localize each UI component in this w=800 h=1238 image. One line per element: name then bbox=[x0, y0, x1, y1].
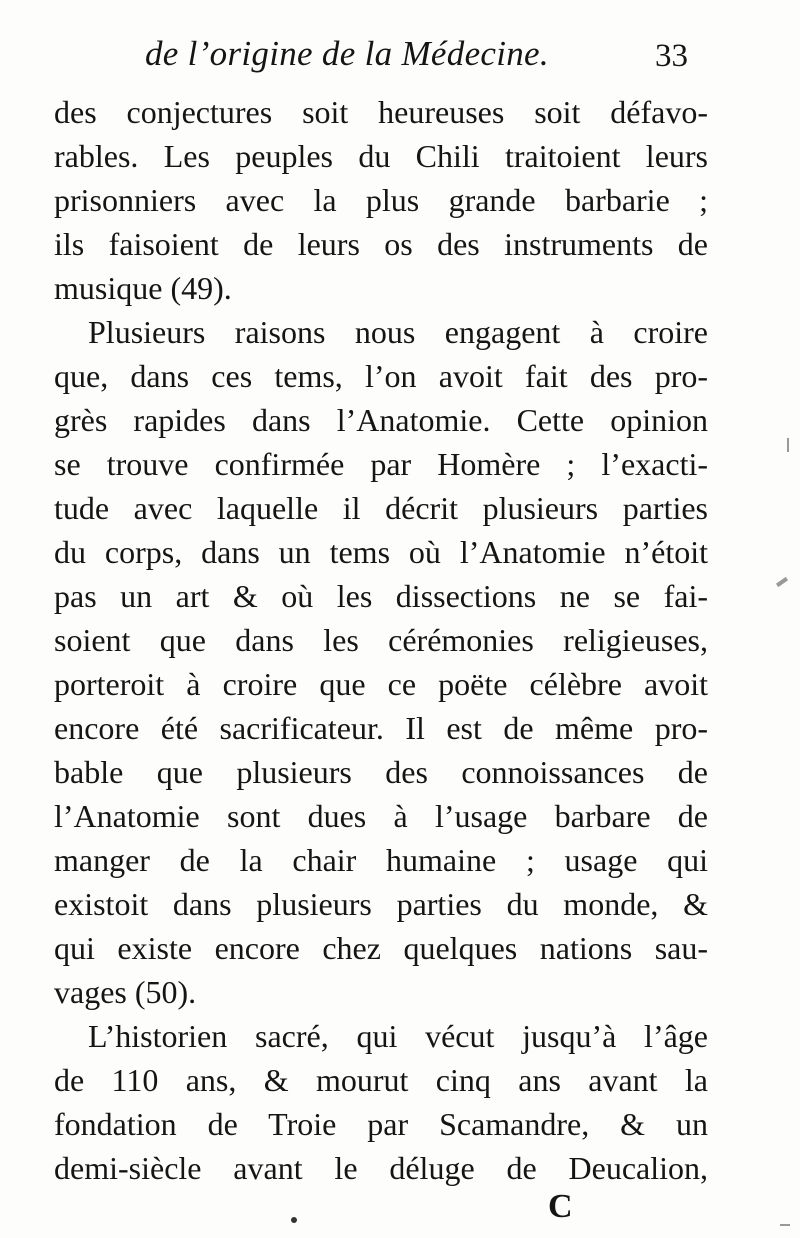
text-line: grès rapides dans l’Anatomie. Cette opinion bbox=[54, 402, 708, 438]
text-line: des conjectures soit heureuses soit défavo- bbox=[54, 94, 708, 130]
text-line: porteroit à croire que ce poëte célèbre avoit bbox=[54, 666, 708, 702]
text-line: ils faisoient de leurs os des instruments de bbox=[54, 226, 708, 262]
running-head: de l’origine de la Médecine. bbox=[145, 34, 549, 73]
text-line: de 110 ans, & mourut cinq ans avant la bbox=[54, 1062, 708, 1098]
text-line: qui existe encore chez quelques nations sau- bbox=[54, 930, 708, 966]
paper-speck bbox=[776, 577, 788, 587]
text-line: que, dans ces tems, l’on avoit fait des pro- bbox=[54, 358, 708, 394]
text-line: existoit dans plusieurs parties du monde, & bbox=[54, 886, 708, 922]
text-line: manger de la chair humaine ; usage qui bbox=[54, 842, 708, 878]
text-line: se trouve confirmée par Homère ; l’exacti- bbox=[54, 446, 708, 482]
ink-dot bbox=[291, 1217, 297, 1223]
page-number: 33 bbox=[655, 38, 688, 74]
text-line: fondation de Troie par Scamandre, & un bbox=[54, 1106, 708, 1142]
text-line: l’Anatomie sont dues à l’usage barbare de bbox=[54, 798, 708, 834]
paper-speck bbox=[787, 438, 789, 452]
text-line: L’historien sacré, qui vécut jusqu’à l’âge bbox=[88, 1018, 708, 1054]
paper-speck bbox=[780, 1224, 790, 1226]
text-line: Plusieurs raisons nous engagent à croire bbox=[88, 314, 708, 350]
page-header bbox=[0, 34, 800, 84]
text-line: du corps, dans un tems où l’Anatomie n’étoit bbox=[54, 534, 708, 570]
text-line: prisonniers avec la plus grande barbarie ; bbox=[54, 182, 708, 218]
text-line: vages (50). bbox=[54, 974, 197, 1010]
text-line: pas un art & où les dissections ne se fai- bbox=[54, 578, 708, 614]
text-line: rables. Les peuples du Chili traitoient leurs bbox=[54, 138, 708, 174]
text-line: musique (49). bbox=[54, 270, 232, 306]
catchword: C bbox=[548, 1188, 573, 1225]
text-line: soient que dans les cérémonies religieuses, bbox=[54, 622, 708, 658]
text-line: tude avec laquelle il décrit plusieurs parties bbox=[54, 490, 708, 526]
text-line: encore été sacrificateur. Il est de même pro- bbox=[54, 710, 708, 746]
text-line: demi-siècle avant le déluge de Deucalion, bbox=[54, 1150, 708, 1186]
text-line: bable que plusieurs des connoissances de bbox=[54, 754, 708, 790]
